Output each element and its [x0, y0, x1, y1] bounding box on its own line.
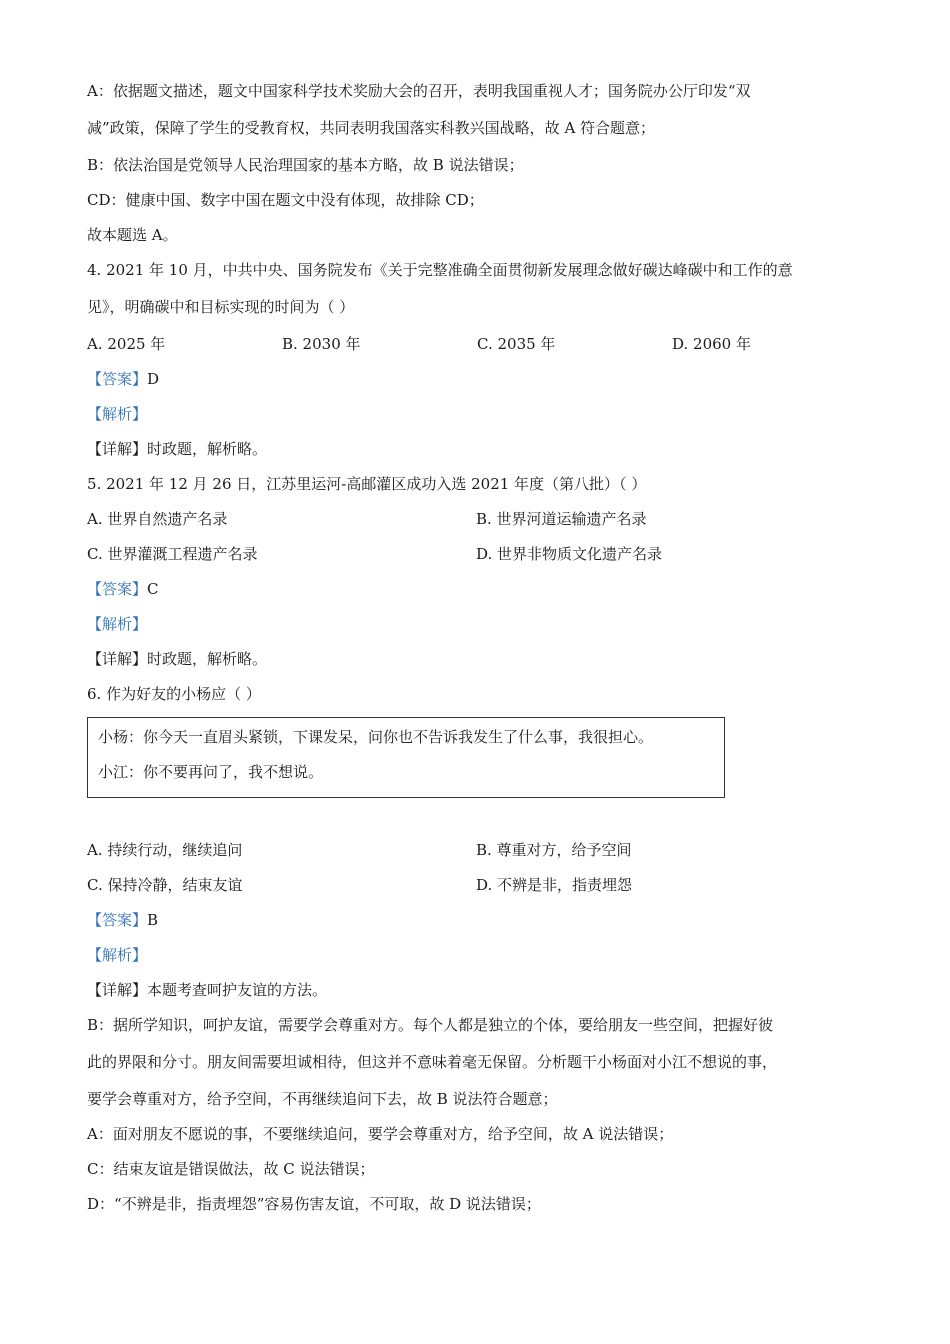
q4-option-b: B. 2030 年 — [282, 335, 361, 353]
q5-answer-value: C — [147, 580, 159, 598]
q5-stem: 5. 2021 年 12 月 26 日，江苏里运河-高邮灌区成功入选 2021 年度（第八批）（ ） — [87, 475, 647, 493]
q5-analysis-label: 【解析】 — [87, 615, 148, 633]
spacer — [87, 798, 867, 835]
q4-detail-label: 【详解】 — [87, 440, 148, 458]
q6-option-b: B. 尊重对方，给予空间 — [476, 841, 632, 859]
q5-detail — [87, 644, 867, 679]
q6-options-row2 — [87, 870, 867, 905]
q6-detail-label: 【详解】 — [87, 981, 148, 999]
q4-options — [87, 329, 867, 364]
q5-detail-label: 【详解】 — [87, 650, 148, 668]
q4-answer-value: D — [147, 370, 160, 388]
q4-stem-line1: 4. 2021 年 10 月，中共中央、国务院发布《关于完整准确全面贯彻新发展理念做好碳达峰碳中和工作的意 — [87, 261, 793, 279]
q6-option-c-explanation: C：结束友谊是错误做法，故 C 说法错误； — [87, 1160, 375, 1178]
q5-detail-text: 时政题，解析略。 — [147, 650, 268, 668]
q3-option-cd-explanation: CD：健康中国、数字中国在题文中没有体现，故排除 CD； — [87, 191, 484, 209]
q6-option-c: C. 保持冷静，结束友谊 — [87, 876, 243, 894]
q6-detail-text: 本题考查呵护友谊的方法。 — [147, 981, 328, 999]
q6-option-b-explanation-line1: B：据所学知识，呵护友谊，需要学会尊重对方。每个人都是独立的个体，要给朋友一些空间，把握好彼 — [87, 1016, 774, 1034]
q6-option-b-explanation-line3: 要学会尊重对方，给予空间，不再继续追问下去，故 B 说法符合题意； — [87, 1090, 558, 1108]
q5-option-b: B. 世界河道运输遗产名录 — [476, 510, 647, 528]
q6-analysis-label: 【解析】 — [87, 946, 148, 964]
q4-answer — [87, 364, 867, 399]
q3-option-b-explanation: B：依法治国是党领导人民治理国家的基本方略，故 B 说法错误； — [87, 156, 524, 174]
q5-options-row1 — [87, 504, 867, 539]
q6-stem: 6. 作为好友的小杨应（ ） — [87, 685, 261, 703]
q4-option-c: C. 2035 年 — [477, 335, 556, 353]
q6-option-d: D. 不辨是非，指责埋怨 — [476, 876, 633, 894]
q6-answer-label: 【答案】 — [87, 911, 148, 929]
q6-dialog-line2: 小江：你不要再问了，我不想说。 — [98, 763, 324, 781]
q4-answer-label: 【答案】 — [87, 370, 148, 388]
q5-option-c: C. 世界灌溉工程遗产名录 — [87, 545, 258, 563]
q5-option-d: D. 世界非物质文化遗产名录 — [476, 545, 663, 563]
q6-dialog-line1: 小杨：你今天一直眉头紧锁，下课发呆，问你也不告诉我发生了什么事，我很担心。 — [98, 728, 654, 746]
q6-option-d-explanation: D：“不辨是非，指责埋怨”容易伤害友谊，不可取，故 D 说法错误； — [87, 1195, 541, 1213]
q5-option-a: A. 世界自然遗产名录 — [87, 510, 228, 528]
q5-answer — [87, 574, 867, 609]
q4-analysis-label: 【解析】 — [87, 405, 148, 423]
q4-option-a: A. 2025 年 — [87, 335, 166, 353]
q4-stem-line2: 见》，明确碳中和目标实现的时间为（ ） — [87, 298, 355, 316]
q6-answer — [87, 905, 867, 940]
q4-detail-text: 时政题，解析略。 — [147, 440, 268, 458]
q3-option-a-explanation-line1: A：依据题文描述，题文中国家科学技术奖励大会的召开，表明我国重视人才；国务院办公厅印发“双 — [87, 82, 751, 100]
q5-options-row2 — [87, 539, 867, 574]
q6-dialog-box — [87, 717, 725, 798]
q6-option-a: A. 持续行动，继续追问 — [87, 841, 243, 859]
q3-option-a-explanation-line2: 减”政策，保障了学生的受教育权，共同表明我国落实科教兴国战略，故 A 符合题意； — [87, 119, 656, 137]
q4-option-d: D. 2060 年 — [672, 335, 751, 353]
document-page — [87, 76, 867, 1224]
q6-answer-value: B — [147, 911, 159, 929]
q6-options-row1 — [87, 835, 867, 870]
q6-option-a-explanation: A：面对朋友不愿说的事，不要继续追问，要学会尊重对方，给予空间，故 A 说法错误； — [87, 1125, 674, 1143]
q5-answer-label: 【答案】 — [87, 580, 148, 598]
q6-option-b-explanation-line2: 此的界限和分寸。朋友间需要坦诚相待，但这并不意味着毫无保留。分析题干小杨面对小江不想说的事， — [87, 1053, 778, 1071]
q6-detail — [87, 975, 867, 1010]
q4-detail — [87, 434, 867, 469]
q3-conclusion: 故本题选 A。 — [87, 226, 178, 244]
